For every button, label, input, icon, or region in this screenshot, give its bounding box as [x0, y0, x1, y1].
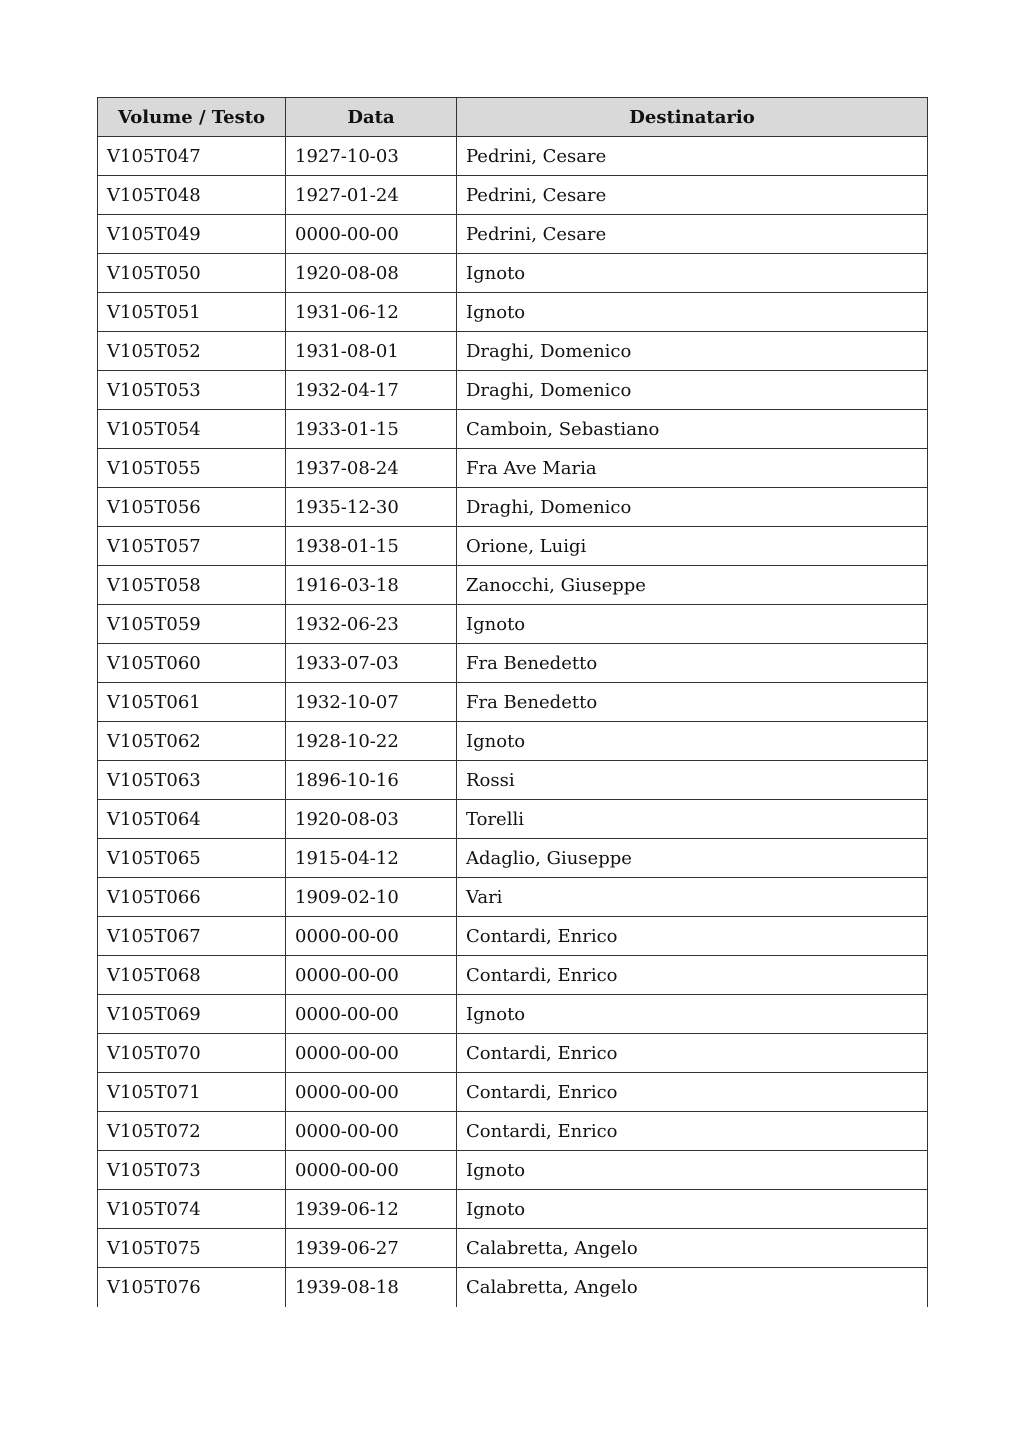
- cell-destinatario: Contardi, Enrico: [457, 917, 928, 956]
- cell-volume-testo: V105T055: [98, 449, 286, 488]
- table-row: [98, 956, 928, 995]
- cell-volume-testo: V105T056: [98, 488, 286, 527]
- cell-volume-testo: V105T050: [98, 254, 286, 293]
- cell-data: 1915-04-12: [286, 839, 457, 878]
- cell-data: 1939-06-12: [286, 1190, 457, 1229]
- cell-data: 1916-03-18: [286, 566, 457, 605]
- table-row: [98, 1073, 928, 1112]
- cell-destinatario: Fra Ave Maria: [457, 449, 928, 488]
- table-row: [98, 683, 928, 722]
- cell-volume-testo: V105T060: [98, 644, 286, 683]
- cell-destinatario: Contardi, Enrico: [457, 1073, 928, 1112]
- cell-data: 1931-08-01: [286, 332, 457, 371]
- table-row: [98, 527, 928, 566]
- cell-destinatario: Draghi, Domenico: [457, 332, 928, 371]
- cell-destinatario: Ignoto: [457, 254, 928, 293]
- cell-destinatario: Pedrini, Cesare: [457, 137, 928, 176]
- table-row: [98, 254, 928, 293]
- table-row: [98, 1112, 928, 1151]
- cell-volume-testo: V105T076: [98, 1268, 286, 1307]
- cell-destinatario: Ignoto: [457, 605, 928, 644]
- cell-destinatario: Pedrini, Cesare: [457, 215, 928, 254]
- cell-destinatario: Contardi, Enrico: [457, 1112, 928, 1151]
- cell-volume-testo: V105T057: [98, 527, 286, 566]
- cell-destinatario: Ignoto: [457, 995, 928, 1034]
- cell-destinatario: Draghi, Domenico: [457, 488, 928, 527]
- table-row: [98, 1190, 928, 1229]
- cell-volume-testo: V105T051: [98, 293, 286, 332]
- cell-volume-testo: V105T069: [98, 995, 286, 1034]
- table-row: [98, 1151, 928, 1190]
- cell-data: 1927-10-03: [286, 137, 457, 176]
- cell-volume-testo: V105T074: [98, 1190, 286, 1229]
- cell-destinatario: Vari: [457, 878, 928, 917]
- table-body: [98, 137, 928, 1307]
- cell-volume-testo: V105T072: [98, 1112, 286, 1151]
- cell-destinatario: Contardi, Enrico: [457, 956, 928, 995]
- table-row: [98, 176, 928, 215]
- cell-data: 1928-10-22: [286, 722, 457, 761]
- table-row: [98, 449, 928, 488]
- table-row: [98, 800, 928, 839]
- table-row: [98, 1268, 928, 1307]
- table-row: [98, 371, 928, 410]
- header-row: [98, 98, 928, 137]
- cell-volume-testo: V105T070: [98, 1034, 286, 1073]
- table-row: [98, 566, 928, 605]
- cell-destinatario: Ignoto: [457, 293, 928, 332]
- cell-data: 1932-10-07: [286, 683, 457, 722]
- cell-data: 1920-08-08: [286, 254, 457, 293]
- cell-destinatario: Ignoto: [457, 1151, 928, 1190]
- table-row: [98, 644, 928, 683]
- cell-data: 0000-00-00: [286, 215, 457, 254]
- cell-destinatario: Adaglio, Giuseppe: [457, 839, 928, 878]
- table-row: [98, 722, 928, 761]
- cell-destinatario: Orione, Luigi: [457, 527, 928, 566]
- cell-destinatario: Pedrini, Cesare: [457, 176, 928, 215]
- table-row: [98, 605, 928, 644]
- cell-destinatario: Fra Benedetto: [457, 644, 928, 683]
- cell-volume-testo: V105T067: [98, 917, 286, 956]
- cell-data: 1932-06-23: [286, 605, 457, 644]
- cell-destinatario: Contardi, Enrico: [457, 1034, 928, 1073]
- cell-volume-testo: V105T063: [98, 761, 286, 800]
- cell-volume-testo: V105T058: [98, 566, 286, 605]
- cell-volume-testo: V105T065: [98, 839, 286, 878]
- cell-destinatario: Draghi, Domenico: [457, 371, 928, 410]
- table-row: [98, 332, 928, 371]
- cell-volume-testo: V105T073: [98, 1151, 286, 1190]
- cell-volume-testo: V105T062: [98, 722, 286, 761]
- cell-destinatario: Zanocchi, Giuseppe: [457, 566, 928, 605]
- cell-data: 1931-06-12: [286, 293, 457, 332]
- cell-volume-testo: V105T064: [98, 800, 286, 839]
- column-header-volume-testo: Volume / Testo: [98, 98, 286, 137]
- cell-volume-testo: V105T049: [98, 215, 286, 254]
- records-table: [97, 97, 928, 1307]
- cell-data: 1933-07-03: [286, 644, 457, 683]
- cell-destinatario: Fra Benedetto: [457, 683, 928, 722]
- table-row: [98, 488, 928, 527]
- table-row: [98, 137, 928, 176]
- cell-destinatario: Calabretta, Angelo: [457, 1229, 928, 1268]
- cell-data: 1932-04-17: [286, 371, 457, 410]
- cell-data: 1920-08-03: [286, 800, 457, 839]
- table-row: [98, 410, 928, 449]
- column-header-data: Data: [286, 98, 457, 137]
- table-row: [98, 1034, 928, 1073]
- cell-data: 0000-00-00: [286, 917, 457, 956]
- cell-data: 0000-00-00: [286, 1112, 457, 1151]
- table-row: [98, 878, 928, 917]
- column-header-destinatario: Destinatario: [457, 98, 928, 137]
- cell-data: 1933-01-15: [286, 410, 457, 449]
- cell-volume-testo: V105T052: [98, 332, 286, 371]
- cell-data: 1937-08-24: [286, 449, 457, 488]
- cell-volume-testo: V105T068: [98, 956, 286, 995]
- table-row: [98, 1229, 928, 1268]
- table-row: [98, 215, 928, 254]
- cell-destinatario: Calabretta, Angelo: [457, 1268, 928, 1307]
- cell-data: 1927-01-24: [286, 176, 457, 215]
- cell-data: 0000-00-00: [286, 956, 457, 995]
- table-row: [98, 839, 928, 878]
- cell-volume-testo: V105T054: [98, 410, 286, 449]
- table-row: [98, 293, 928, 332]
- cell-volume-testo: V105T048: [98, 176, 286, 215]
- cell-volume-testo: V105T053: [98, 371, 286, 410]
- cell-destinatario: Ignoto: [457, 1190, 928, 1229]
- table-header: [98, 98, 928, 137]
- cell-destinatario: Camboin, Sebastiano: [457, 410, 928, 449]
- cell-volume-testo: V105T059: [98, 605, 286, 644]
- table-row: [98, 995, 928, 1034]
- cell-data: 1896-10-16: [286, 761, 457, 800]
- cell-data: 1935-12-30: [286, 488, 457, 527]
- cell-data: 0000-00-00: [286, 1151, 457, 1190]
- cell-destinatario: Ignoto: [457, 722, 928, 761]
- cell-data: 0000-00-00: [286, 995, 457, 1034]
- cell-data: 1939-08-18: [286, 1268, 457, 1307]
- table-row: [98, 761, 928, 800]
- cell-volume-testo: V105T075: [98, 1229, 286, 1268]
- cell-data: 1939-06-27: [286, 1229, 457, 1268]
- cell-destinatario: Rossi: [457, 761, 928, 800]
- cell-data: 0000-00-00: [286, 1034, 457, 1073]
- cell-volume-testo: V105T071: [98, 1073, 286, 1112]
- cell-data: 1938-01-15: [286, 527, 457, 566]
- table-row: [98, 917, 928, 956]
- cell-destinatario: Torelli: [457, 800, 928, 839]
- cell-volume-testo: V105T047: [98, 137, 286, 176]
- cell-data: 0000-00-00: [286, 1073, 457, 1112]
- cell-volume-testo: V105T066: [98, 878, 286, 917]
- cell-volume-testo: V105T061: [98, 683, 286, 722]
- cell-data: 1909-02-10: [286, 878, 457, 917]
